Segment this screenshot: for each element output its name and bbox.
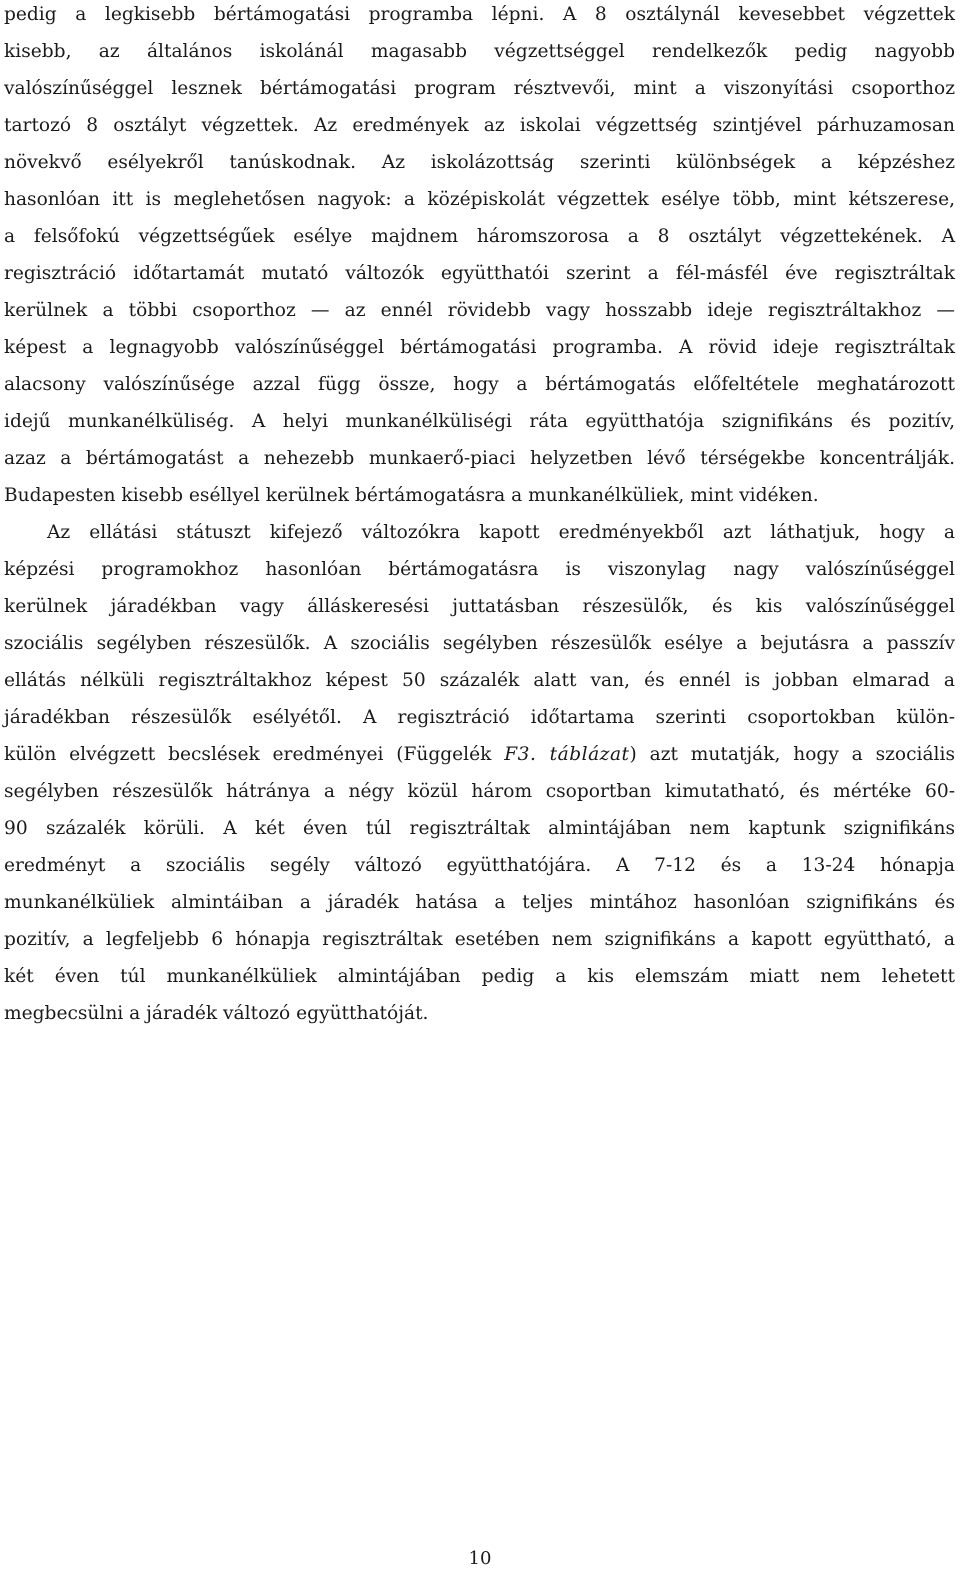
text-line: kisebb, az általános iskolánál magasabb végzettséggel rendelkezők pedig nagyobb — [4, 41, 955, 62]
text-line: képzési programokhoz hasonlóan bértámogatásra is viszonylag nagy valószínűséggel — [4, 559, 955, 580]
text-line: Az ellátási státuszt kifejező változókra kapott eredményekből azt láthatjuk, hogy a — [47, 522, 955, 543]
text-line: tartozó 8 osztályt végzettek. Az eredmények az iskolai végzettség szintjével párhuzamosan — [4, 115, 955, 136]
text-line — [4, 740, 955, 770]
text-line: kerülnek járadékban vagy álláskeresési juttatásban részesülők, és kis valószínűséggel — [4, 596, 955, 617]
text-line: munkanélküliek almintáiban a járadék hatása a teljes mintához hasonlóan szignifikáns és — [4, 892, 955, 913]
table-reference: F3. táblázat — [504, 744, 630, 765]
text-line: idejű munkanélküliség. A helyi munkanélküliségi ráta együtthatója szignifikáns és pozitív, — [4, 411, 955, 432]
text-line: ellátás nélküli regisztráltakhoz képest 50 százalék alatt van, és ennél is jobban elmarad a — [4, 670, 955, 691]
text-line: eredményt a szociális segély változó együtthatójára. A 7-12 és a 13-24 hónapja — [4, 855, 955, 876]
text-line: megbecsülni a járadék változó együtthatóját. — [4, 1003, 429, 1024]
text-line: kerülnek a többi csoporthoz — az ennél rövidebb vagy hosszabb ideje regisztráltakhoz — — [4, 300, 955, 321]
text-segment: ) azt mutatják, hogy a szociális — [629, 744, 955, 765]
text-line: segélyben részesülők hátránya a négy közül három csoportban kimutatható, és mértéke 60- — [4, 781, 955, 802]
text-line: 90 százalék körüli. A két éven túl regisztráltak almintájában nem kaptunk szignifikáns — [4, 818, 955, 839]
text-line: valószínűséggel lesznek bértámogatási program résztvevői, mint a viszonyítási csoporthoz — [4, 78, 955, 99]
text-line: növekvő esélyekről tanúskodnak. Az iskolázottság szerinti különbségek a képzéshez — [4, 152, 955, 173]
text-line: képest a legnagyobb valószínűséggel bértámogatási programba. A rövid ideje regisztráltak — [4, 337, 955, 358]
text-line: a felsőfokú végzettségűek esélye majdnem háromszorosa a 8 osztályt végzettekének. A — [4, 226, 955, 247]
text-line: szociális segélyben részesülők. A szociális segélyben részesülők esélye a bejutásra a passzív — [4, 633, 955, 654]
text-line: járadékban részesülők esélyétől. A regisztráció időtartama szerinti csoportokban külön- — [4, 707, 955, 728]
text-line: két éven túl munkanélküliek almintájában pedig a kis elemszám miatt nem lehetett — [4, 966, 955, 987]
text-line: pedig a legkisebb bértámogatási programba lépni. A 8 osztálynál kevesebbet végzettek — [4, 4, 955, 25]
text-segment: külön elvégzett becslések eredményei (Függelék — [4, 744, 505, 765]
text-line: regisztráció időtartamát mutató változók együtthatói szerint a fél-másfél éve regisztráltak — [4, 263, 955, 284]
text-line: alacsony valószínűsége azzal függ össze, hogy a bértámogatás előfeltétele meghatározott — [4, 374, 955, 395]
text-line: hasonlóan itt is meglehetősen nagyok: a középiskolát végzettek esélye több, mint kétszerese, — [4, 189, 955, 210]
text-line: Budapesten kisebb eséllyel kerülnek bértámogatásra a munkanélküliek, mint vidéken. — [4, 485, 819, 506]
text-line: azaz a bértámogatást a nehezebb munkaerő-piaci helyzetben lévő térségekbe koncentrálják. — [4, 448, 955, 469]
text-line: pozitív, a legfeljebb 6 hónapja regisztráltak esetében nem szignifikáns a kapott együttható, a — [4, 929, 955, 950]
page-number: 10 — [468, 1548, 492, 1569]
